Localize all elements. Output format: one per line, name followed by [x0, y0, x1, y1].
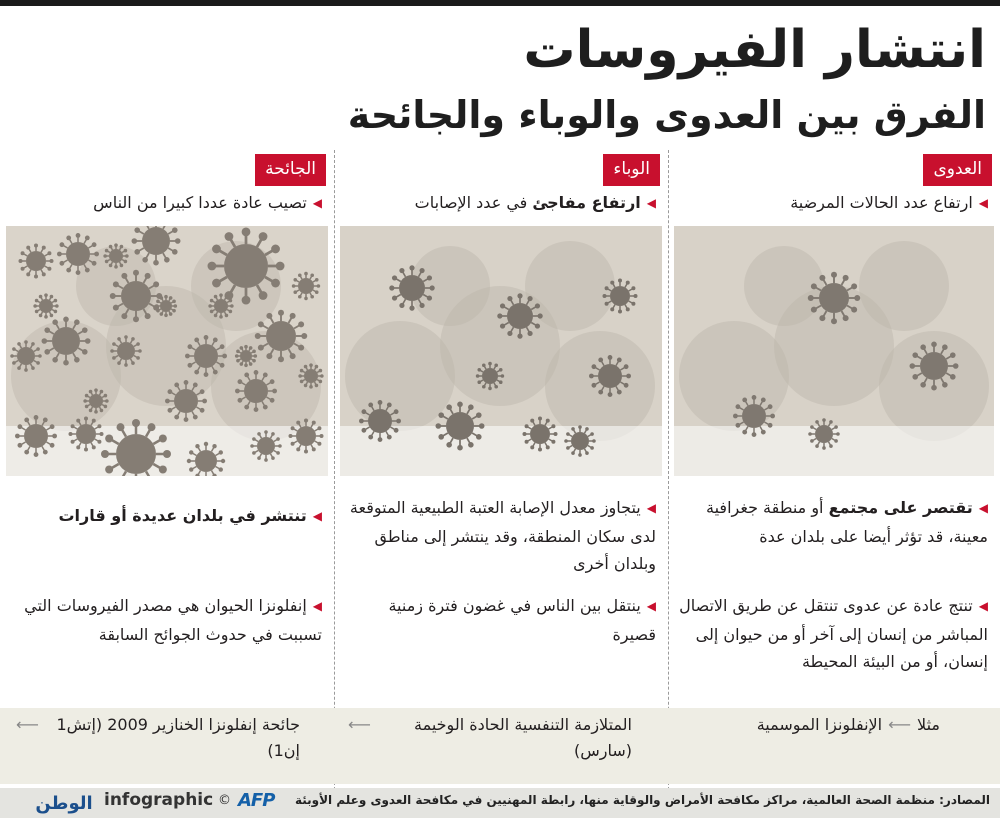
headline-pandemic — [6, 192, 322, 215]
arrow-left-icon: ⟵ — [348, 715, 371, 734]
sources-text: المصادر: منظمة الصحة العالمية، مراكز مكافحة الأمراض والوقاية منها، رابطة المهنيين في مكافحة العدوى وعلم الأوبئة — [294, 793, 990, 807]
arrow-left-icon: ⟵ — [16, 715, 39, 734]
headline-outbreak — [674, 192, 988, 215]
copyright-symbol: © — [218, 793, 231, 808]
point-outbreak-2 — [674, 592, 988, 675]
column-epidemic — [334, 150, 668, 790]
example-label: مثلا — [917, 715, 940, 734]
example-pandemic — [10, 712, 300, 764]
triangle-left-icon: ◀ — [312, 599, 322, 613]
tag-pandemic: الجائحة — [255, 154, 326, 186]
triangle-left-icon: ◀ — [646, 196, 656, 210]
triangle-left-icon: ◀ — [978, 196, 988, 210]
example-text: جائحة إنفلونزا الخنازير 2009 (إتش1 إن1) — [56, 715, 300, 760]
triangle-left-icon: ◀ — [646, 501, 656, 515]
example-text: المتلازمة التنفسية الحادة الوخيمة (سارس) — [414, 715, 632, 760]
point-pandemic-1 — [6, 502, 322, 531]
photo-epidemic — [340, 226, 662, 476]
photo-pandemic — [6, 226, 328, 476]
triangle-left-icon: ◀ — [312, 509, 322, 523]
point-outbreak-1 — [674, 494, 988, 550]
example-outbreak — [670, 712, 940, 738]
arrow-left-icon: ⟵ — [888, 715, 912, 734]
point-text: ينتقل بين الناس في غضون فترة زمنية قصيرة — [388, 596, 656, 644]
photo-outbreak — [674, 226, 994, 476]
triangle-left-icon: ◀ — [646, 599, 656, 613]
point-text: يتجاوز معدل الإصابة العتبة الطبيعية المتوقعة لدى سكان المنطقة، وقد ينتشر إلى مناطق وبلدان أخرى — [349, 498, 656, 573]
point-text: أو منطقة جغرافية معينة، قد تؤثر أيضا على بلدان عدة — [706, 498, 988, 546]
alwatan-logo — [26, 788, 102, 816]
triangle-left-icon: ◀ — [978, 599, 988, 613]
page-title: انتشار الفيروسات — [523, 20, 986, 80]
point-epidemic-1 — [340, 494, 656, 577]
triangle-left-icon: ◀ — [312, 196, 322, 210]
headline-epidemic — [340, 192, 656, 215]
top-rule — [0, 0, 1000, 6]
column-outbreak — [668, 150, 1000, 790]
headline-text: تصيب عادة عددا كبيرا من الناس — [93, 193, 307, 212]
headline-text: في عدد الإصابات — [414, 193, 533, 212]
point-text: تنتج عادة عن عدوى تنتقل عن طريق الاتصال المباشر من إنسان إلى آخر أو من حيوان إلى إنسان، أو من البيئة المحيطة — [679, 596, 988, 671]
tag-epidemic: الوباء — [603, 154, 660, 186]
page-subtitle: الفرق بين العدوى والوباء والجائحة — [347, 93, 986, 137]
triangle-left-icon: ◀ — [978, 501, 988, 515]
point-bold: تنتشر في بلدان عديدة أو قارات — [58, 506, 307, 525]
headline-bold: ارتفاع مفاجئ — [532, 193, 641, 212]
virus-illustration — [674, 226, 994, 476]
point-epidemic-2 — [340, 592, 656, 648]
point-pandemic-2 — [6, 592, 322, 648]
afp-logo: AFP — [238, 790, 275, 811]
point-text: إنفلونزا الحيوان هي مصدر الفيروسات التي تسببت في حدوث الجوائح السابقة — [24, 596, 322, 644]
virus-illustration — [6, 226, 328, 476]
point-bold: تقتصر على مجتمع — [828, 498, 973, 517]
example-epidemic — [342, 712, 632, 764]
column-pandemic — [0, 150, 334, 790]
virus-illustration — [340, 226, 662, 476]
tag-outbreak: العدوى — [923, 154, 992, 186]
logo-text: الوطن — [35, 793, 93, 814]
infographic-label: infographic — [104, 790, 214, 810]
headline-text: ارتفاع عدد الحالات المرضية — [790, 193, 973, 212]
example-text: الإنفلونزا الموسمية — [756, 715, 883, 734]
